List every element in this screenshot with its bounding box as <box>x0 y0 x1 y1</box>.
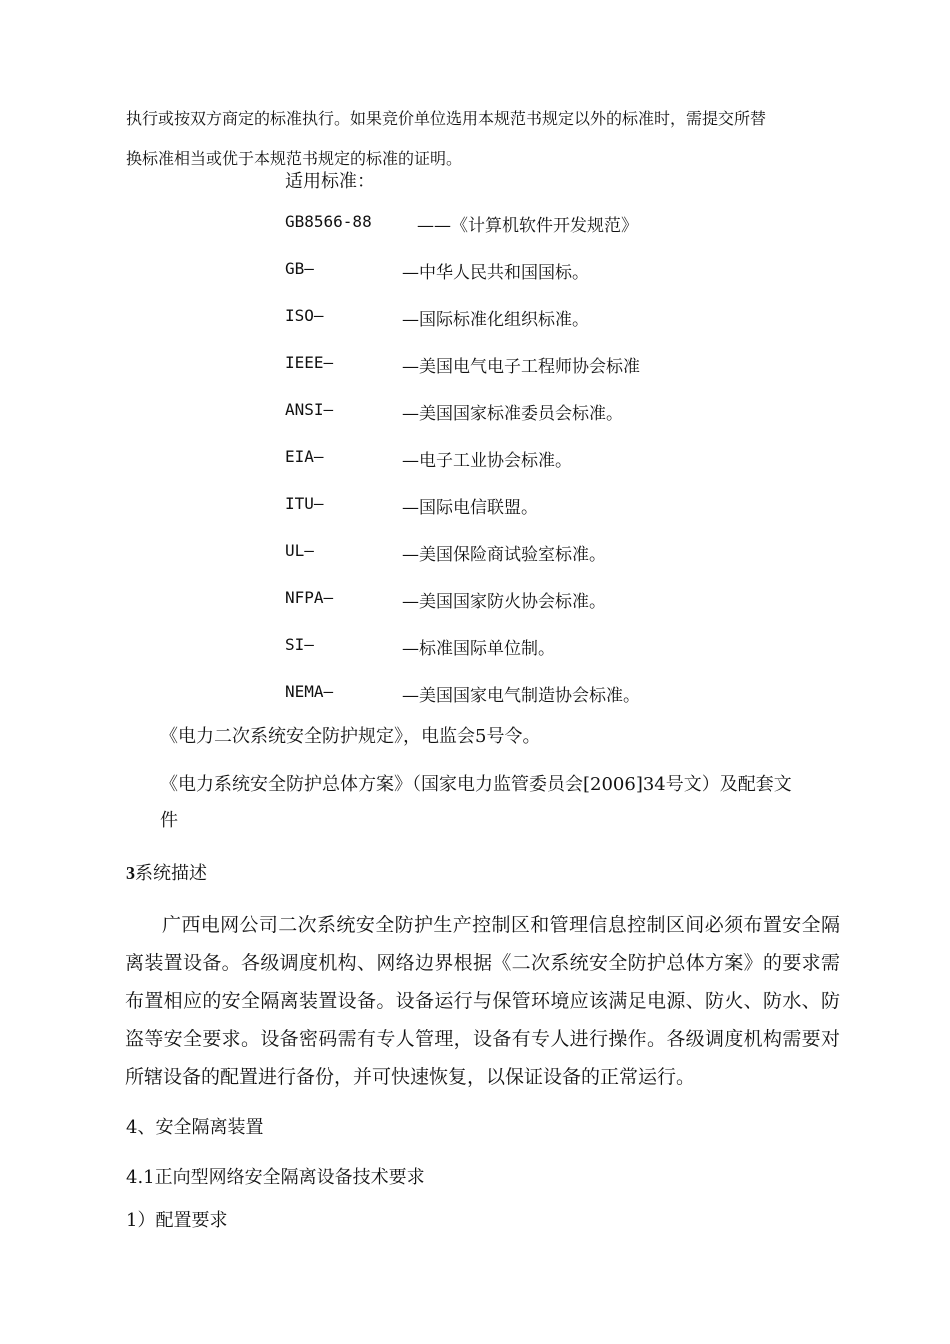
standard-code: NEMA— <box>285 682 334 701</box>
config-requirements-item: 1）配置要求 <box>126 1210 228 1231</box>
standard-code: GB— <box>285 259 314 278</box>
standard-description: —美国国家标准委员会标准。 <box>402 404 623 424</box>
standard-code: ANSI— <box>285 400 334 419</box>
intro-line-2: 换标准相当或优于本规范书规定的标准的证明。 <box>126 149 463 168</box>
standard-description: ——《计算机软件开发规范》 <box>417 216 638 236</box>
standard-code: EIA— <box>285 447 324 466</box>
regulation-2-line-2: 件 <box>160 810 178 831</box>
standard-description: —美国电气电子工程师协会标准 <box>402 357 640 377</box>
section-3-number: 3 <box>126 863 135 883</box>
standard-description: —国际标准化组织标准。 <box>402 310 589 330</box>
standard-description: —国际电信联盟。 <box>402 498 538 518</box>
regulation-2-line-1: 《电力系统安全防护总体方案》（国家电力监管委员会[2006]34号文）及配套文 <box>160 774 792 795</box>
standard-code: UL— <box>285 541 314 560</box>
intro-line-1: 执行或按双方商定的标准执行。如果竞价单位选用本规范书规定以外的标准时，需提交所替 <box>126 109 767 128</box>
standard-code: IEEE— <box>285 353 334 372</box>
standard-description: —美国国家防火协会标准。 <box>402 592 606 612</box>
standard-code: GB8566-88 <box>285 212 372 231</box>
standard-description: —美国保险商试验室标准。 <box>402 545 606 565</box>
standard-code: SI— <box>285 635 314 654</box>
standard-code: ISO— <box>285 306 324 325</box>
standard-description: —电子工业协会标准。 <box>402 451 572 471</box>
section-3-heading <box>126 859 207 885</box>
regulation-1: 《电力二次系统安全防护规定》，电监会5号令。 <box>160 726 541 747</box>
section-4-heading: 4、安全隔离装置 <box>126 1117 264 1138</box>
section-4-1-heading: 4.1正向型网络安全隔离设备技术要求 <box>126 1167 425 1188</box>
standard-description: —中华人民共和国国标。 <box>402 263 589 283</box>
standard-description: —美国国家电气制造协会标准。 <box>402 686 640 706</box>
standard-description: —标准国际单位制。 <box>402 639 555 659</box>
standard-code: ITU— <box>285 494 324 513</box>
section-3-paragraph: 广西电网公司二次系统安全防护生产控制区和管理信息控制区间必须布置安全隔离装置设备。各级调度机构、网络边界根据《二次系统安全防护总体方案》的要求需布置相应的安全隔离装置设备。设备运行与保管环境应该满足电源、防火、防水、防盗等安全要求。设备密码需有专人管理，设备有专人进行操作。各级调度机构需要对所辖设备的配置进行备份，并可快速恢复，以保证设备的正常运行。 <box>125 914 840 1088</box>
section-3-title: 系统描述 <box>135 863 207 884</box>
standard-code: NFPA— <box>285 588 334 607</box>
standards-heading: 适用标准： <box>285 171 375 192</box>
